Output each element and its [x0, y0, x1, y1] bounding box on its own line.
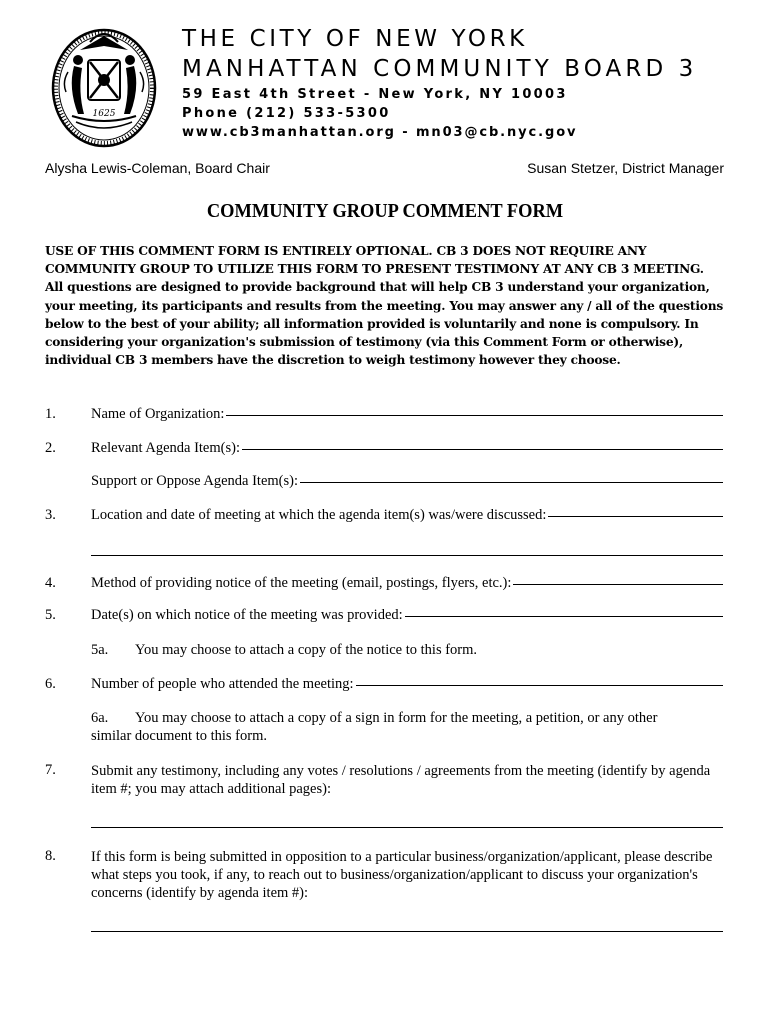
header-city: THE CITY OF NEW YORK [182, 26, 528, 52]
header-phone: Phone (212) 533-5300 [182, 106, 391, 121]
notice-method-label: Method of providing notice of the meeting (email, postings, flyers, etc.): [91, 575, 512, 591]
meeting-location-label: Location and date of meeting at which the agenda item(s) was/were discussed: [91, 507, 547, 523]
item-number: 2. [45, 440, 56, 456]
attendance-field[interactable] [356, 684, 723, 686]
support-oppose-label: Support or Oppose Agenda Item(s): [91, 473, 298, 489]
seal-year: 1625 [92, 109, 116, 119]
meeting-location-field[interactable] [548, 515, 723, 517]
agenda-items-row [91, 440, 723, 457]
form-title: COMMUNITY GROUP COMMENT FORM [206, 200, 564, 222]
attendance-label: Number of people who attended the meeting: [91, 676, 354, 692]
testimony-label: Submit any testimony, including any votes / resolutions / agreements from the meeting (identify by agenda item #; you may attach additional pages): [91, 763, 711, 797]
notice-date-row [91, 607, 723, 624]
opposition-outreach-label: If this form is being submitted in opposition to a particular business/organization/applicant, please describe what steps you took, if any, to reach out to business/organization/applicant to discuss your organization's concerns (identify by agenda item #): [91, 849, 713, 901]
item-number: 4. [45, 575, 56, 591]
support-oppose-row [91, 473, 723, 490]
item-number: 8. [45, 848, 56, 864]
organization-name-field[interactable] [226, 414, 723, 416]
city-seal-logo [50, 22, 158, 150]
meeting-location-field-line2[interactable] [91, 555, 723, 556]
item-6a [91, 710, 723, 727]
item-number: 7. [45, 762, 56, 778]
item-number: 1. [45, 406, 56, 422]
attendance-row [91, 676, 723, 693]
intro-paragraph: USE OF THIS COMMENT FORM IS ENTIRELY OPTIONAL. CB 3 DOES NOT REQUIRE ANY COMMUNITY GROUP TO UTILIZE THIS FORM TO PRESENT TESTIMONY AT ANY CB 3 MEETING. All questions are designed to provide background that will help CB 3 understand your organization, your meeting, its participants and results from the meeting. You may answer any / all of the questions below to the best of your ability; all information provided is voluntarily and none is compulsory. In considering your organization's submission of testimony (via this Comment Form or otherwise), individual CB 3 members have the discretion to weigh testimony however they choose. [45, 244, 724, 368]
item-6a-text: You may choose to attach a copy of a sign in form for the meeting, a petition, or any other [135, 710, 658, 726]
notice-method-row [91, 575, 723, 592]
meeting-location-row [91, 507, 723, 524]
item-number: 6a. [91, 710, 109, 726]
support-oppose-field[interactable] [300, 481, 723, 483]
notice-date-label: Date(s) on which notice of the meeting was provided: [91, 607, 403, 623]
board-chair: Alysha Lewis-Coleman, Board Chair [45, 160, 270, 176]
opposition-outreach-field[interactable] [91, 931, 723, 932]
organization-name-row [91, 406, 723, 423]
item-number: 3. [45, 507, 56, 523]
item-number: 5. [45, 607, 56, 623]
agenda-items-field[interactable] [242, 448, 723, 450]
notice-method-field[interactable] [513, 583, 723, 585]
item-6a-cont: similar document to this form. [91, 728, 267, 744]
item-5a [91, 642, 477, 659]
header-web-email: www.cb3manhattan.org - mn03@cb.nyc.gov [182, 125, 578, 140]
item-number: 6. [45, 676, 56, 692]
agenda-items-label: Relevant Agenda Item(s): [91, 440, 240, 456]
notice-date-field[interactable] [405, 615, 723, 617]
district-manager: Susan Stetzer, District Manager [527, 160, 724, 176]
item-5a-text: You may choose to attach a copy of the notice to this form. [135, 642, 478, 658]
item-number: 5a. [91, 642, 109, 658]
header-board: MANHATTAN COMMUNITY BOARD 3 [182, 56, 698, 82]
organization-name-label: Name of Organization: [91, 406, 225, 422]
testimony-field[interactable] [91, 827, 723, 828]
header-address: 59 East 4th Street - New York, NY 10003 [182, 87, 568, 102]
